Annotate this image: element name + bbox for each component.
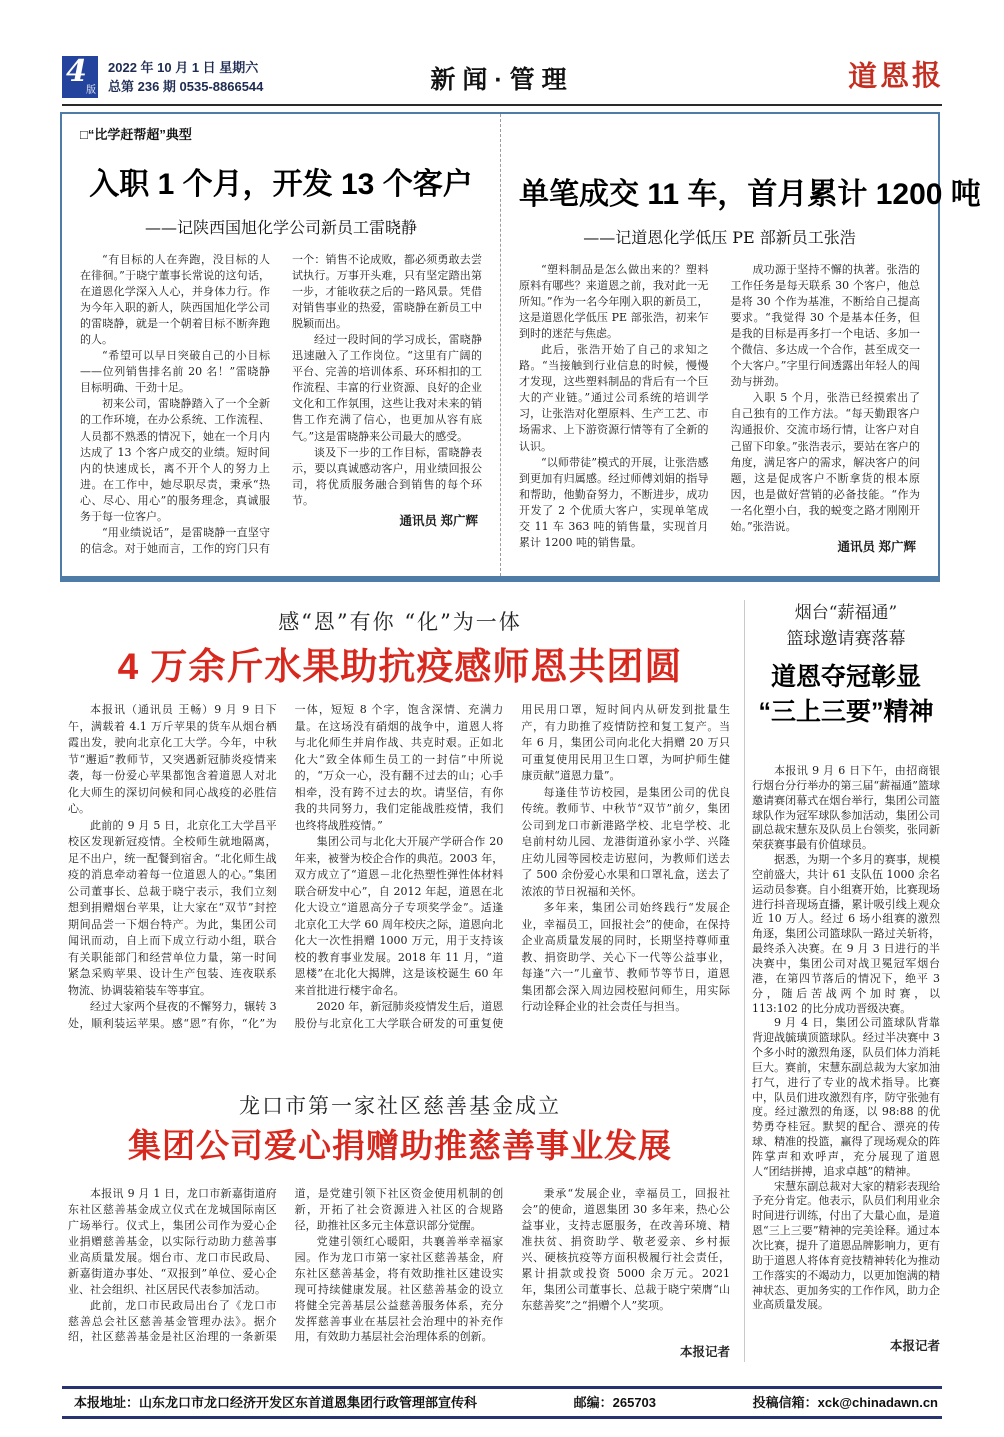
mid-headline: 4 万余斤水果助抗疫感师恩共团圆 bbox=[117, 646, 683, 687]
edition-label: 版 bbox=[86, 85, 96, 96]
headline: 单笔成交 11 车，首月累计 1200 吨 bbox=[519, 178, 981, 211]
rail-headline-line2: “三上三要”精神 bbox=[758, 698, 934, 726]
article-body bbox=[519, 262, 920, 580]
paragraph: 谈及下一步的工作目标，雷晓静表示，要以真诚感动客户，用业绩回报公司，将优质服务融合到销售的每个环节。 bbox=[292, 445, 482, 507]
paragraph: 党建引领红心暖阳，共襄善举幸福家园。作为龙口市第一家社区慈善基金，府东社区慈善基金，将有效助推社区建设实现可持续健康发展。社区慈善基金的设立将健全完善基层公益慈善服务体系，充分发挥慈善事业在基层社会治理中的补充作用，有效助力基层社会治理体系的创新。 bbox=[294, 1234, 504, 1344]
paragraph: 本报讯（通讯员 王畅）9 月 9 日下午，满载着 4.1 万斤苹果的货车从烟台栖霞出发，驶向北京化工大学。今年，中秋节“邂逅”教师节，又突遇新冠肺炎疫情来袭，每一份爱心苹果都饱含着道恩人对北化大师生的深切问候和同心战疫的必胜信心。 bbox=[68, 703, 277, 815]
paragraph: 经过一段时间的学习成长，雷晓静迅速融入了工作岗位。“这里有广阔的平台、完善的培训体系、环环相扣的工作流程、丰富的行业资源、良好的企业文化和工作氛围，这些让我对未来的销售工作充满了信心，也更加从容有底气。”这是雷晓静来公司最大的感受。 bbox=[292, 333, 482, 443]
mid-kicker: 感“恩”有你 “化”为一体 bbox=[278, 610, 522, 634]
paragraph: “有目标的人在奔跑，没目标的人在徘徊。”于晓宁董事长常说的这句话，在道恩化学深入人心，并身体力行。作为今年入职的新人，陕西国旭化学公司的雷晓静，就是一个朝着目标不断奔跑的人。 bbox=[80, 253, 270, 347]
rail-byline: 本报记者 bbox=[889, 1339, 940, 1353]
section-title: 新闻·管理 bbox=[430, 66, 574, 94]
paragraph: 2020 年，新冠肺炎疫情发生后，道恩股份与北京化工大学联合研发的可重复使用民用口罩，短时间内从研发到批量生产，有力助推了疫情防控和复工复产。当年 6 月，集团公司向北化大捐赠 20 万只可重复使用民用卫生口罩，为呵护师生健康贡献“道恩力量”。 bbox=[294, 703, 730, 1030]
byline: 通讯员 郑广辉 bbox=[837, 539, 916, 554]
paragraph: 经过大家两个昼夜的不懈努力，辗转 3 处，顺利装运苹果。感“恩”有你，“化”为一体，短短 8 个字，饱含深情、充满力量。在这场没有硝烟的战争中，道恩人将与北化师生并肩作战、共克时艰。正如北化大“致全体师生员工的一封信”中所说的，“万众一心，没有翻不过去的山；心手相牵，没有跨不过去的坎。请坚信，有你我的共同努力，我们定能战胜疫情，我们也终将战胜疫情。” bbox=[68, 703, 504, 1030]
paragraph: 秉承“发展企业，幸福员工，回报社会”的使命，道恩集团 30 多年来，热心公益事业，支持志愿服务，在改善环境、精准扶贫、捐资助学、敬老爱亲、乡村振兴、硬核抗疫等方面积极履行社会责任，累计捐款或投资 5000 余万元。2021 年，集团公司董事长、总裁于晓宁荣膺“山东慈善奖”之“捐赠个人”奖项。 bbox=[521, 1187, 730, 1312]
subhead: ——记陕西国旭化学公司新员工雷晓静 bbox=[144, 218, 417, 237]
kicker: □“比学赶帮超”典型 bbox=[80, 127, 192, 142]
paragraph: “塑料制品是怎么做出来的？塑料原料有哪些？来道恩之前，我对此一无所知。”作为一名今年刚入职的新员工，这是道恩化学低压 PE 部张浩，初来乍到时的迷茫与焦虑。 bbox=[519, 263, 709, 341]
paragraph: 9 月 4 日，集团公司篮球队背靠背迎战毓璜顶篮球队。经过半决赛中 3 个多小时的激烈角逐，队员们体力消耗巨大。赛前，宋慧东副总裁为大家加油打气，进行了专业的战术指导。比赛中，队员们进攻激烈有序，防守张弛有度。经过激烈的角逐，以 98:88 的优势勇夺桂冠。默契的配合、漂亮的传球、精准的投篮，赢得了现场观众的阵阵掌声和欢呼声，充分展现了道恩人“团结拼搏，追求卓越”的精神。 bbox=[752, 1016, 940, 1178]
footer-postcode: 邮编：265703 bbox=[573, 1395, 657, 1410]
paragraph: 每逢佳节访校园，是集团公司的优良传统。教师节、中秋节“双节”前夕，集团公司到龙口市新港路学校、北皂学校、北皂前村幼儿园、龙港街道孙家小学、兴隆庄幼儿园等园校走访慰问，为教师们送去了 500 余份爱心水果和口罩礼盒，送去了浓浓的节日祝福和关怀。 bbox=[521, 785, 730, 898]
paragraph: 成功源于坚持不懈的执著。张浩的工作任务是每天联系 30 个客户，他总是将 30 个作为基准，不断给自己提高要求。“我觉得 30 个是基本任务，但是我的目标是再多打一个电话、多加一个微信、多达成一个合作，甚至成交一个大客户。”字里行间透露出年轻人的闯劲与拼劲。 bbox=[730, 263, 920, 389]
footer bbox=[62, 1392, 942, 1411]
rail-kicker bbox=[752, 600, 940, 653]
paragraph: 宋慧东副总裁对大家的精彩表现给予充分肯定。他表示，队员们利用业余时间进行训练，付出了大量心血，是道恩“三上三要”精神的完美诠释。通过本次比赛，提升了道恩品牌影响力，更有助于道恩人将体育竞技精神转化为推动工作落实的不竭动力，以更加饱满的精神状态、更加务实的工作作风，助力企业高质量发展。 bbox=[752, 1179, 940, 1312]
header-rule bbox=[62, 104, 942, 106]
article-top-left bbox=[62, 114, 500, 576]
article-body bbox=[80, 252, 482, 570]
bottom-byline: 本报记者 bbox=[679, 1345, 730, 1359]
paragraph: 初来公司，雷晓静踏入了一个全新的工作环境，在办公系统、工作流程、人员都不熟悉的情况下，她在一个月内达成了 13 个客户成交的业绩。短时间内的快速成长，离不开个人的努力上进。在工作中，她尽职尽责，秉承“热心、尽心、用心”的服务理念，真诚服务于每一位客户。 bbox=[80, 397, 270, 523]
paragraph: 集团公司与北化大开展产学研合作 20 年来，被誉为校企合作的典范。2003 年，双方成立了“道恩－北化热塑性弹性体材料联合研发中心”，自 2012 年起，道恩在北化大设立“道恩高分子专项奖学金”。适逢北京化工大学 60 周年校庆之际，道恩向北化大一次性捐赠 1000 万元，用于支持该校的教育事业发展。2018 年 11 月，“道恩楼”在北化大揭牌，这是该校诞生 60 年来首批进行楼宇命名。 bbox=[294, 835, 504, 997]
edition-number: 4 bbox=[66, 54, 87, 89]
footer-rule-bottom bbox=[62, 1416, 942, 1419]
paragraph: 本报讯 9 月 6 日下午，由招商银行烟台分行举办的第三届“薪福通”篮球邀请赛闭幕式在烟台举行，集团公司篮球队作为冠军球队参加活动，集团公司副总裁宋慧东及队员上台领奖，张同新荣获赛事最有价值球员。 bbox=[752, 764, 940, 852]
date-line: 2022 年 10 月 1 日 星期六 bbox=[108, 60, 259, 75]
footer-address: 本报地址：山东龙口市龙口经济开发区东首道恩集团行政管理部宣传科 bbox=[74, 1395, 478, 1410]
bottom-article-body bbox=[68, 1186, 730, 1362]
byline: 通讯员 郑广辉 bbox=[399, 513, 478, 528]
rail-article-body bbox=[752, 764, 940, 1330]
issue-line: 总第 236 期 0535-8866544 bbox=[108, 78, 264, 94]
bottom-headline: 集团公司爱心捐赠助推慈善事业发展 bbox=[128, 1127, 672, 1164]
mid-article-body bbox=[68, 702, 730, 1080]
subhead: ——记道恩化学低压 PE 部新员工张浩 bbox=[583, 228, 856, 247]
rail-headline bbox=[750, 660, 942, 730]
bottom-kicker: 龙口市第一家社区慈善基金成立 bbox=[239, 1094, 561, 1118]
top-articles-box bbox=[60, 112, 981, 582]
footer-rule-top bbox=[62, 1386, 942, 1389]
footer-email: 投稿信箱：xck@chinadawn.cn bbox=[752, 1395, 938, 1410]
paragraph: 入职 5 个月，张浩已经摸索出了自己独有的工作方法。“每天勤跟客户沟通报价、交流市场行情，让客户对自己留下印象。”张浩表示，要站在客户的角度，满足客户的需求，解决客户的问题，这是促成客户不断拿货的根本原因，也是做好营销的必备技能。“作为一名化塑小白，我的蜕变之路才刚刚开始。”张浩说。 bbox=[730, 391, 920, 533]
paragraph: 此后，张浩开始了自己的求知之路。“当接触到行业信息的时候，慢慢才发现，这些塑料制品的背后有一个巨大的产业链。”通过公司系统的培训学习，让张浩对化塑原料、生产工艺、市场需求、上下游资源行情等有了全新的认识。 bbox=[519, 343, 709, 453]
masthead-logo: 道恩报 bbox=[847, 57, 945, 94]
paragraph: 本报讯 9 月 1 日，龙口市新嘉街道府东社区慈善基金成立仪式在龙城国际南区广场举行。仪式上，集团公司作为爱心企业捐赠慈善基金，以实际行动助力慈善事业高质量发展。烟台市、龙口市民政局、新嘉街道办事处、“双报到”单位、爱心企业、社会组织、社区居民代表参加活动。 bbox=[68, 1187, 277, 1296]
column-divider bbox=[744, 600, 745, 1362]
paragraph: “用业绩说话”，是雷晓静一直坚守的信念。对于她而言，工作的窍门只有一个：销售不论成败，都必须勇敢去尝试执行。万事开头难，只有坚定踏出第一步，才能收获之后的一路风景。凭借对销售事业的热爱，雷晓静在新员工中脱颖而出。 bbox=[80, 253, 482, 555]
paragraph: “以师带徒”模式的开展，让张浩感到更加有归属感。经过师傅刘娟的指导和帮助，他勤奋努力，不断进步，成功开发了 2 个优质大客户，实现单笔成交 11 车 363 吨的销售量，实现首月累计 1200 吨的销售量。 bbox=[519, 455, 709, 549]
article-top-right bbox=[500, 114, 981, 576]
paragraph: 据悉，为期一个多月的赛事，规模空前盛大，共计 61 支队伍 1000 余名运动员参赛。自小组赛开始，比赛现场进行抖音现场直播，累计吸引线上观众近 10 万人。经过 6 场小组赛的激烈角逐，集团公司篮球队一路过关斩将，最终杀入决赛。在 9 月 3 日进行的半决赛中，集团公司对战卫冕冠军烟台港，在第四节落后的情况下，绝平 3 分，随后苦战两个加时赛，以 113:102 的比分成功晋级决赛。 bbox=[752, 853, 940, 1015]
paragraph: 此前，龙口市民政局出台了《龙口市慈善总会社区慈善基金管理办法》。据介绍，社区慈善基金是社区治理的一条新渠道，是党建引领下社区资金使用机制的创新，开拓了社会资源进入社区的合规路径，助推社区多元主体意识部分觉醒。 bbox=[68, 1187, 504, 1344]
rail-kicker-line2: 篮球邀请赛落幕 bbox=[786, 629, 906, 650]
paragraph: “希望可以早日突破自己的小目标——位列销售排名前 20 名！”雷晓静目标明确、干劲十足。 bbox=[80, 349, 270, 395]
rail-headline-line1: 道恩夺冠彰显 bbox=[770, 663, 921, 691]
headline: 入职 1 个月，开发 13 个客户 bbox=[89, 168, 473, 201]
paragraph: 多年来，集团公司始终践行“发展企业，幸福员工，回报社会”的使命，在保持企业高质量发展的同时，长期坚持尊师重教、捐资助学、关心下一代等公益事业，每逢“六一”儿童节、教师节等节日，道恩集团都会深入周边园校慰问师生，用实际行动诠释企业的社会责任与担当。 bbox=[521, 901, 730, 1013]
paragraph: 此前的 9 月 5 日，北京化工大学昌平校区发现新冠疫情。全校师生就地隔离，足不出户，统一配餐到宿舍。“北化师生战疫的消息牵动着每一位道恩人的心。”集团公司董事长、总裁于晓宁表示，我们立刻想到捐赠烟台苹果，让大家在“双节”封控期间品尝一下烟台特产。为此，集团公司闻讯而动，自上而下成立行动小组，联合有关职能部门和经营单位力量，第一时间紧急采购苹果、设计生产包装、连夜联系物流、协调装箱装车等事宜。 bbox=[68, 818, 277, 997]
rail-kicker-line1: 烟台“薪福通” bbox=[794, 603, 898, 623]
